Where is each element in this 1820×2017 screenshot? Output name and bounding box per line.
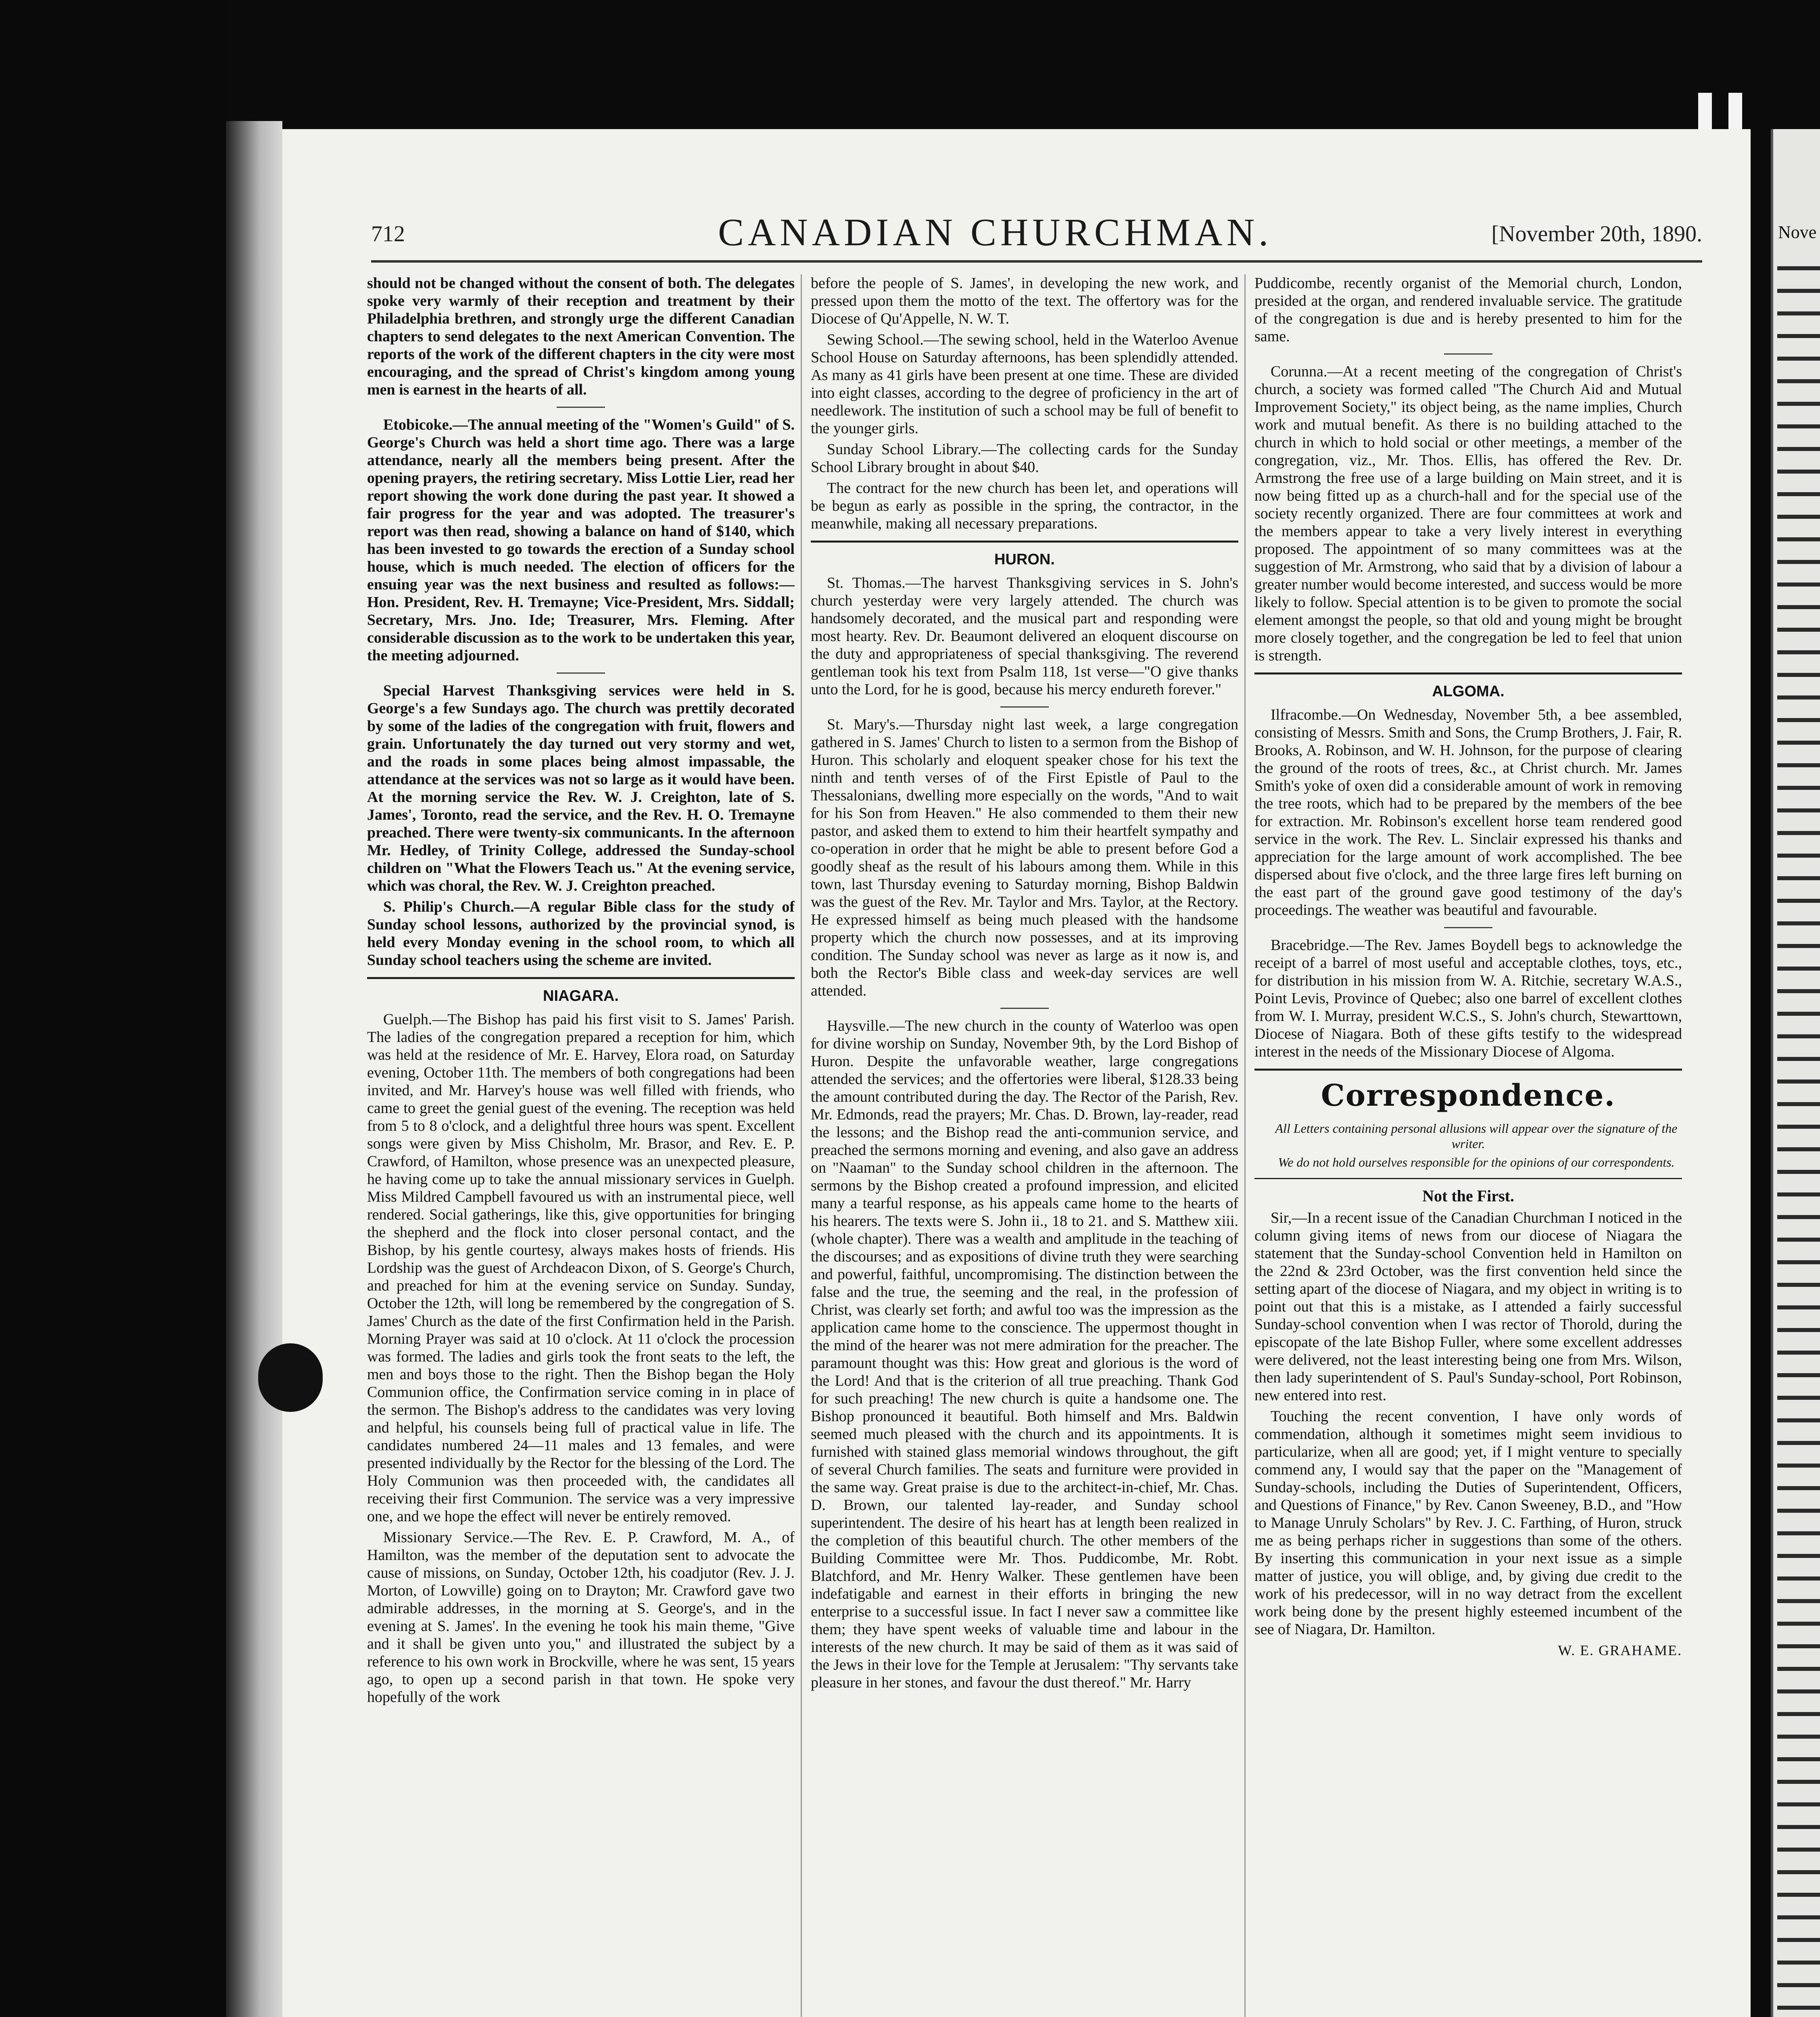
column-2	[811, 274, 1238, 2017]
article-contract: The contract for the new church has been let, and operations will be begun as early as possible in the spring, the contractor, in the meanwhile, making all necessary preparations.	[811, 480, 1238, 532]
article-s-philips: S. Philip's Church.—A regular Bible class for the study of Sunday school lessons, authorized by the provincial synod, is held every Monday evening in the school room, to which all Sunday school teachers using the scheme are invited.	[367, 898, 795, 969]
article-guelph: Guelph.—The Bishop has paid his first visit to S. James' Parish. The ladies of the congregation prepared a reception for him, which was held at the residence of Mr. E. Harvey, Elora road, on Saturday evening, October 11th. The members of both congregations had been invited, and Mr. Harvey's house was well filled with friends, who came to greet the genial guest of the evening. The reception was held from 5 to 8 o'clock, and a delightful three hours was spent. Excellent songs were given by Miss Chisholm, Mr. Brasor, and Rev. E. P. Crawford, of Hamilton, whose presence was an unexpected pleasure, he having come up to take the annual missionary services in Guelph. Miss Mildred Campbell favoured us with an instrumental piece, well rendered. Social gatherings, like this, give opportunities for bringing the shepherd and the flock into closer personal contact, and the Bishop, by his gentle courtesy, always makes hosts of friends. His Lordship was the guest of Archdeacon Dixon, of S. George's Church, and preached for him at the evening service on Sunday. Sunday, October the 12th, will long be remembered by the congregation of S. James' Church as the date of the first Confirmation held in the Parish. Morning Prayer was said at 10 o'clock. At 11 o'clock the procession was formed. The ladies and girls took the front seats to the left, the men and boys those to the right. Then the Bishop began the Holy Communion office, the Confirmation service coming in in place of the sermon. The Bishop's address to the candidates was very loving and helpful, his counsels being full of practical value in life. The candidates numbered 24—11 males and 13 females, and were presented individually by the Rector for the blessing of the Lord. The Holy Communion was then proceeded with, the candidates all receiving their first Communion. The service was a very impressive one, and we hope the effect will never be entirely removed.	[367, 1011, 795, 1525]
adjacent-page-text	[1777, 266, 1820, 2017]
masthead-title: CANADIAN CHURCHMAN.	[718, 211, 1273, 254]
page-number: 712	[371, 221, 405, 246]
letter-title: Not the First.	[1422, 1187, 1514, 1205]
article-bracebridge: Bracebridge.—The Rev. James Boydell begs to acknowledge the receipt of a barrel of most useful and acceptable clothes, toys, etc., for distribution in his mission from W. A. Ritchie, secretary W.A.S., Point Levis, Province of Quebec; also one barrel of excellent clothes from W. I. Murray, president W.C.S., S. John's church, Stewarttown, Diocese of Niagara. Both of these gifts testify to the widespread interest in the needs of the Missionary Diocese of Algoma.	[1254, 937, 1682, 1060]
article-paragraph: should not be changed without the consent of both. The delegates spoke very warmly of their reception and treatment by their Philadelphia brethren, and strongly urge the different Canadian chapters to send delegates to the next American Convention. The reports of the work of the different chapters in the city were most encouraging, and the spread of Christ's kingdom among young men is earnest in the hearts of all.	[367, 275, 795, 398]
editorial-notice: All Letters containing personal allusions will appear over the signature of the writer.	[1275, 1121, 1678, 1151]
article-paragraph: before the people of S. James', in developing the new work, and pressed upon them the motto of the text. The offertory was for the Diocese of Qu'Appelle, N. W. T.	[811, 275, 1238, 327]
letter-paragraph: Touching the recent convention, I have only words of commendation, although it sometimes might seem invidious to particularize, when all are good; yet, if I might venture to specially commend any, I would say that the paper on the "Management of Sunday-schools, including the Duties of Superintendent, Officers, and Questions of Finance," by Rev. Canon Sweeney, B.D., and "How to Manage Unruly Scholars" by Rev. J. C. Farthing, of Huron, struck me as being perhaps richer in suggestions than some of the others. By inserting this communication in your next issue as a simple matter of justice, you will oblige, and, by giving due credit to the work of his predecessor, will in no way detract from the excellent work being done by the present highly esteemed incumbent of the see of Niagara, Dr. Hamilton.	[1254, 1408, 1682, 1638]
section-rule	[367, 977, 795, 979]
separator-rule	[557, 672, 605, 674]
separator-rule	[557, 407, 605, 408]
article-etobicoke: Etobicoke.—The annual meeting of the "Women's Guild" of S. George's Church was held a short time ago. There was a large attendance, nearly all the members being present. After the opening prayers, the retiring secretary. Miss Lottie Lier, read her report showing the work done during the past year. It showed a fair progress for the year and was adopted. The treasurer's report was then read, showing a balance on hand of $140, which has been invested to go towards the erection of a Sunday school house, which is much needed. The election of officers for the ensuing year was the next business and resulted as follows:—Hon. President, Rev. H. Tremayne; Vice-President, Mrs. Siddall; Secretary, Mrs. Jno. Ide; Treasurer, Mrs. Fleming. After considerable discussion as to the work to be undertaken this year, the meeting adjourned.	[367, 416, 795, 664]
adjacent-page-edge	[1771, 129, 1820, 2017]
separator-rule	[1000, 706, 1049, 708]
separator-rule	[1444, 353, 1492, 355]
article-st-thomas: St. Thomas.—The harvest Thanksgiving services in S. John's church yesterday were very largely attended. The church was handsomely decorated, and the musical part and responding were most hearty. Rev. Dr. Beaumont delivered an eloquent discourse on the duty and appropriateness of special thanksgiving. The reverend gentleman took his text from Psalm 118, 1st verse—"O give thanks unto the Lord, for he is good, because his mercy endureth forever."	[811, 574, 1238, 698]
article-paragraph: Puddicombe, recently organist of the Memorial church, London, presided at the organ, and rendered invaluable service. The gratitude of the congregation is due and is hereby presented to him for the same.	[1254, 275, 1682, 345]
microfilm-border-left	[0, 0, 226, 2017]
adjacent-page-header: Nove	[1778, 222, 1817, 242]
column-3	[1254, 274, 1682, 2017]
column-1	[367, 274, 795, 2017]
section-rule	[1254, 1069, 1682, 1071]
section-rule	[811, 541, 1238, 543]
header-rule	[371, 260, 1702, 263]
section-heading-huron: HURON.	[994, 551, 1055, 568]
section-rule	[1254, 672, 1682, 674]
article-ilfracombe: Ilfracombe.—On Wednesday, November 5th, a bee assembled, consisting of Messrs. Smith and Sons, the Crump Brothers, J. Fair, R. Brooks, A. Robinson, and W. H. Johnson, for the purpose of clearing the ground of the roots of trees, &c., at Christ church. Mr. James Smith's yoke of oxen did a considerable amount of work in removing the tree roots, which had to be prepared by the members of the bee for extraction. Mr. Robinson's excellent horse team rendered good service in the work. The Rev. L. Sinclair expressed his thanks and appreciation for the large amount of work accomplished. The bee dispersed about five o'clock, and the three large fires left burning on the east part of the ground gave good testimony of the day's proceedings. The weather was beautiful and favourable.	[1254, 706, 1682, 919]
section-heading-algoma: ALGOMA.	[1432, 683, 1505, 700]
letter-paragraph: Sir,—In a recent issue of the Canadian Churchman I noticed in the column giving items of news from our diocese of Niagara the statement that the Sunday-school Convention held in Hamilton on the 22nd & 23rd October, was the first convention held since the setting apart of the diocese of Niagara, and my object in writing is to point out that this is a mistake, as I attended a fairly successful Sunday-school convention when I was rector of Thorold, during the episcopate of the late Bishop Fuller, where some excellent addresses were delivered, not the least interesting being one from Mrs. Wilson, then lady superintendent of S. Paul's Sunday-school, Port Robinson, new entered into rest.	[1254, 1209, 1682, 1404]
letter-signature: W. E. GRAHAME.	[1558, 1642, 1682, 1658]
newspaper-page	[282, 129, 1751, 2017]
issue-date: [November 20th, 1890.	[1491, 221, 1702, 246]
article-corunna: Corunna.—At a recent meeting of the congregation of Christ's church, a society was formed called "The Church Aid and Mutual Improvement Society," its object being, as the name implies, Church work and mutual benefit. As there is no building attached to the church in which to hold social or other meetings, a member of the congregation, viz., Mr. Thos. Ellis, has offered the Rev. Dr. Armstrong the free use of a large building on Main street, and it is now being fitted up as a church-hall and for the special use of the society recently organized. There are four committees at work and the members appear to take a very lively interest in everything proposed. The appointment of so many committees was at the suggestion of Mr. Armstrong, who said that by a division of labour a greater number would become interested, and success would be more likely to follow. Special attention is to be given to promote the social element amongst the people, so that old and young might be brought more closely together, and the congregation be led to feel that union is strength.	[1254, 363, 1682, 664]
separator-rule	[1444, 927, 1492, 928]
article-sewing-school: Sewing School.—The sewing school, held in the Waterloo Avenue School House on Saturday afternoons, has been splendidly attended. As many as 41 girls have been present at one time. These are divided into eight classes, according to the degree of proficiency in the art of needlework. The institution of such a school may be full of benefit to the younger girls.	[811, 331, 1238, 437]
page-header	[371, 210, 1702, 254]
separator-rule	[1000, 1008, 1049, 1009]
article-missionary-service: Missionary Service.—The Rev. E. P. Crawford, M. A., of Hamilton, was the member of the deputation sent to advocate the cause of missions, on Sunday, October 12th, his coadjutor (Rev. J. J. Morton, of Lowville) going on to Drayton; Mr. Crawford gave two admirable addresses, in the morning at S. George's, and in the evening at S. James'. In the evening he took his main theme, "Give and it shall be given unto you," and illustrated the subject by a reference to his own work in Brockville, where he was sent, 15 years ago, to open up a second parish in that town. He spoke very hopefully of the work	[367, 1529, 795, 1706]
column-divider	[801, 274, 802, 2017]
section-heading-niagara: NIAGARA.	[543, 988, 619, 1004]
binding-clip	[258, 1343, 323, 1412]
correspondence-heading: Correspondence.	[1321, 1078, 1616, 1113]
article-haysville: Haysville.—The new church in the county of Waterloo was open for divine worship on Sunday, November 9th, by the Lord Bishop of Huron. Despite the unfavorable weather, large congregations attended the services; and the offertories were liberal, $128.33 being the amount contributed during the day. The Rector of the Parish, Rev. Mr. Edmonds, read the prayers; Mr. Chas. D. Brown, lay-reader, read the lessons; and the Bishop read the anti-communion service, and preached the sermons morning and evening, and also gave an address on "Naaman" to the Sunday school children in the afternoon. The sermons by the Bishop created a profound impression, and elicited many a tearful response, as his appeals came home to the hearts of his hearers. The texts were S. John ii., 18 to 21. and S. Matthew xiii. (whole chapter). There was a wealth and amplitude in the teaching of the discourses; and as expositions of divine truth they were searching and powerful, faithful, uncompromising. The distinction between the false and the true, the seeming and the real, in the profession of Christ, was clearly set forth; and awful too was the impression as the application came home to the conscience. The uppermost thought in the mind of the hearer was not mere admiration for the preacher. The paramount thought was this: How great and glorious is the word of the Lord! And that is the criterion of all true preaching. Thank God for such preaching! The new church is quite a handsome one. The Bishop pronounced it beautiful. Both himself and Mrs. Baldwin seemed much pleased with the church and its appointments. It is furnished with stained glass memorial windows throughout, the gift of several Church families. The seats and furniture were provided in the same way. Great praise is due to the architect-in-chief, Mr. Chas. D. Brown, our talented lay-reader, and Sunday school superintendent. The desire of his heart has at length been realized in the completion of this beautiful church. The other members of the Building Committee were Mr. Thos. Puddicombe, Mr. Robt. Blatchford, and Mr. Henry Walker. These gentlemen have been indefatigable and earnest in their efforts in bringing the new enterprise to a successful issue. In fact I never saw a committee like them; they have spent weeks of valuable time and labour in the interests of the new church. It may be said of them as it was said of the Jews in their love for the Temple at Jerusalem: "Thy servants take pleasure in her stones, and favour the dust thereof." Mr. Harry	[811, 1017, 1238, 1691]
article-st-marys: St. Mary's.—Thursday night last week, a large congregation gathered in S. James' Church to listen to a sermon from the Bishop of Huron. This scholarly and eloquent speaker chose for his text the ninth and tenth verses of of the First Epistle of Paul to the Thessalonians, dwelling more especially on the words, "And to wait for his Son from Heaven." He also commended to them their new pastor, and asked them to extend to him their heartfelt sympathy and co-operation in order that he might be able to present before God a goodly sheaf as the result of his labours among them. While in this town, last Thursday evening to Saturday morning, Bishop Baldwin was the guest of the Rev. Mr. Taylor and Mrs. Taylor, at the Rectory. He expressed himself as being much pleased with the handsome property which the church now possesses, and at its improving condition. The Sunday school was never as large as it now is, and both the Rector's Bible class and week-day services are well attended.	[811, 716, 1238, 999]
editorial-disclaimer: We do not hold ourselves responsible for the opinions of our correspondents.	[1278, 1155, 1675, 1169]
article-harvest-thanksgiving: Special Harvest Thanksgiving services were held in S. George's a few Sundays ago. The church was prettily decorated by some of the ladies of the congregation with fruit, flowers and grain. Unfortunately the day turned out very stormy and wet, and the roads in some places being almost impassable, the attendance at the services was not so large as it would have been. At the morning service the Rev. W. J. Creighton, late of S. James', Toronto, read the service, and the Rev. H. O. Tremayne preached. There were twenty-six communicants. In the afternoon Mr. Hedley, of Trinity College, addressed the Sunday-school children on "What the Flowers Teach us." At the evening service, which was choral, the Rev. W. J. Creighton preached.	[367, 682, 795, 894]
column-divider	[1244, 274, 1246, 2017]
article-sunday-school-library: Sunday School Library.—The collecting cards for the Sunday School Library brought in about $40.	[811, 441, 1238, 476]
book-spine	[226, 121, 282, 2017]
section-rule	[1254, 1178, 1682, 1179]
